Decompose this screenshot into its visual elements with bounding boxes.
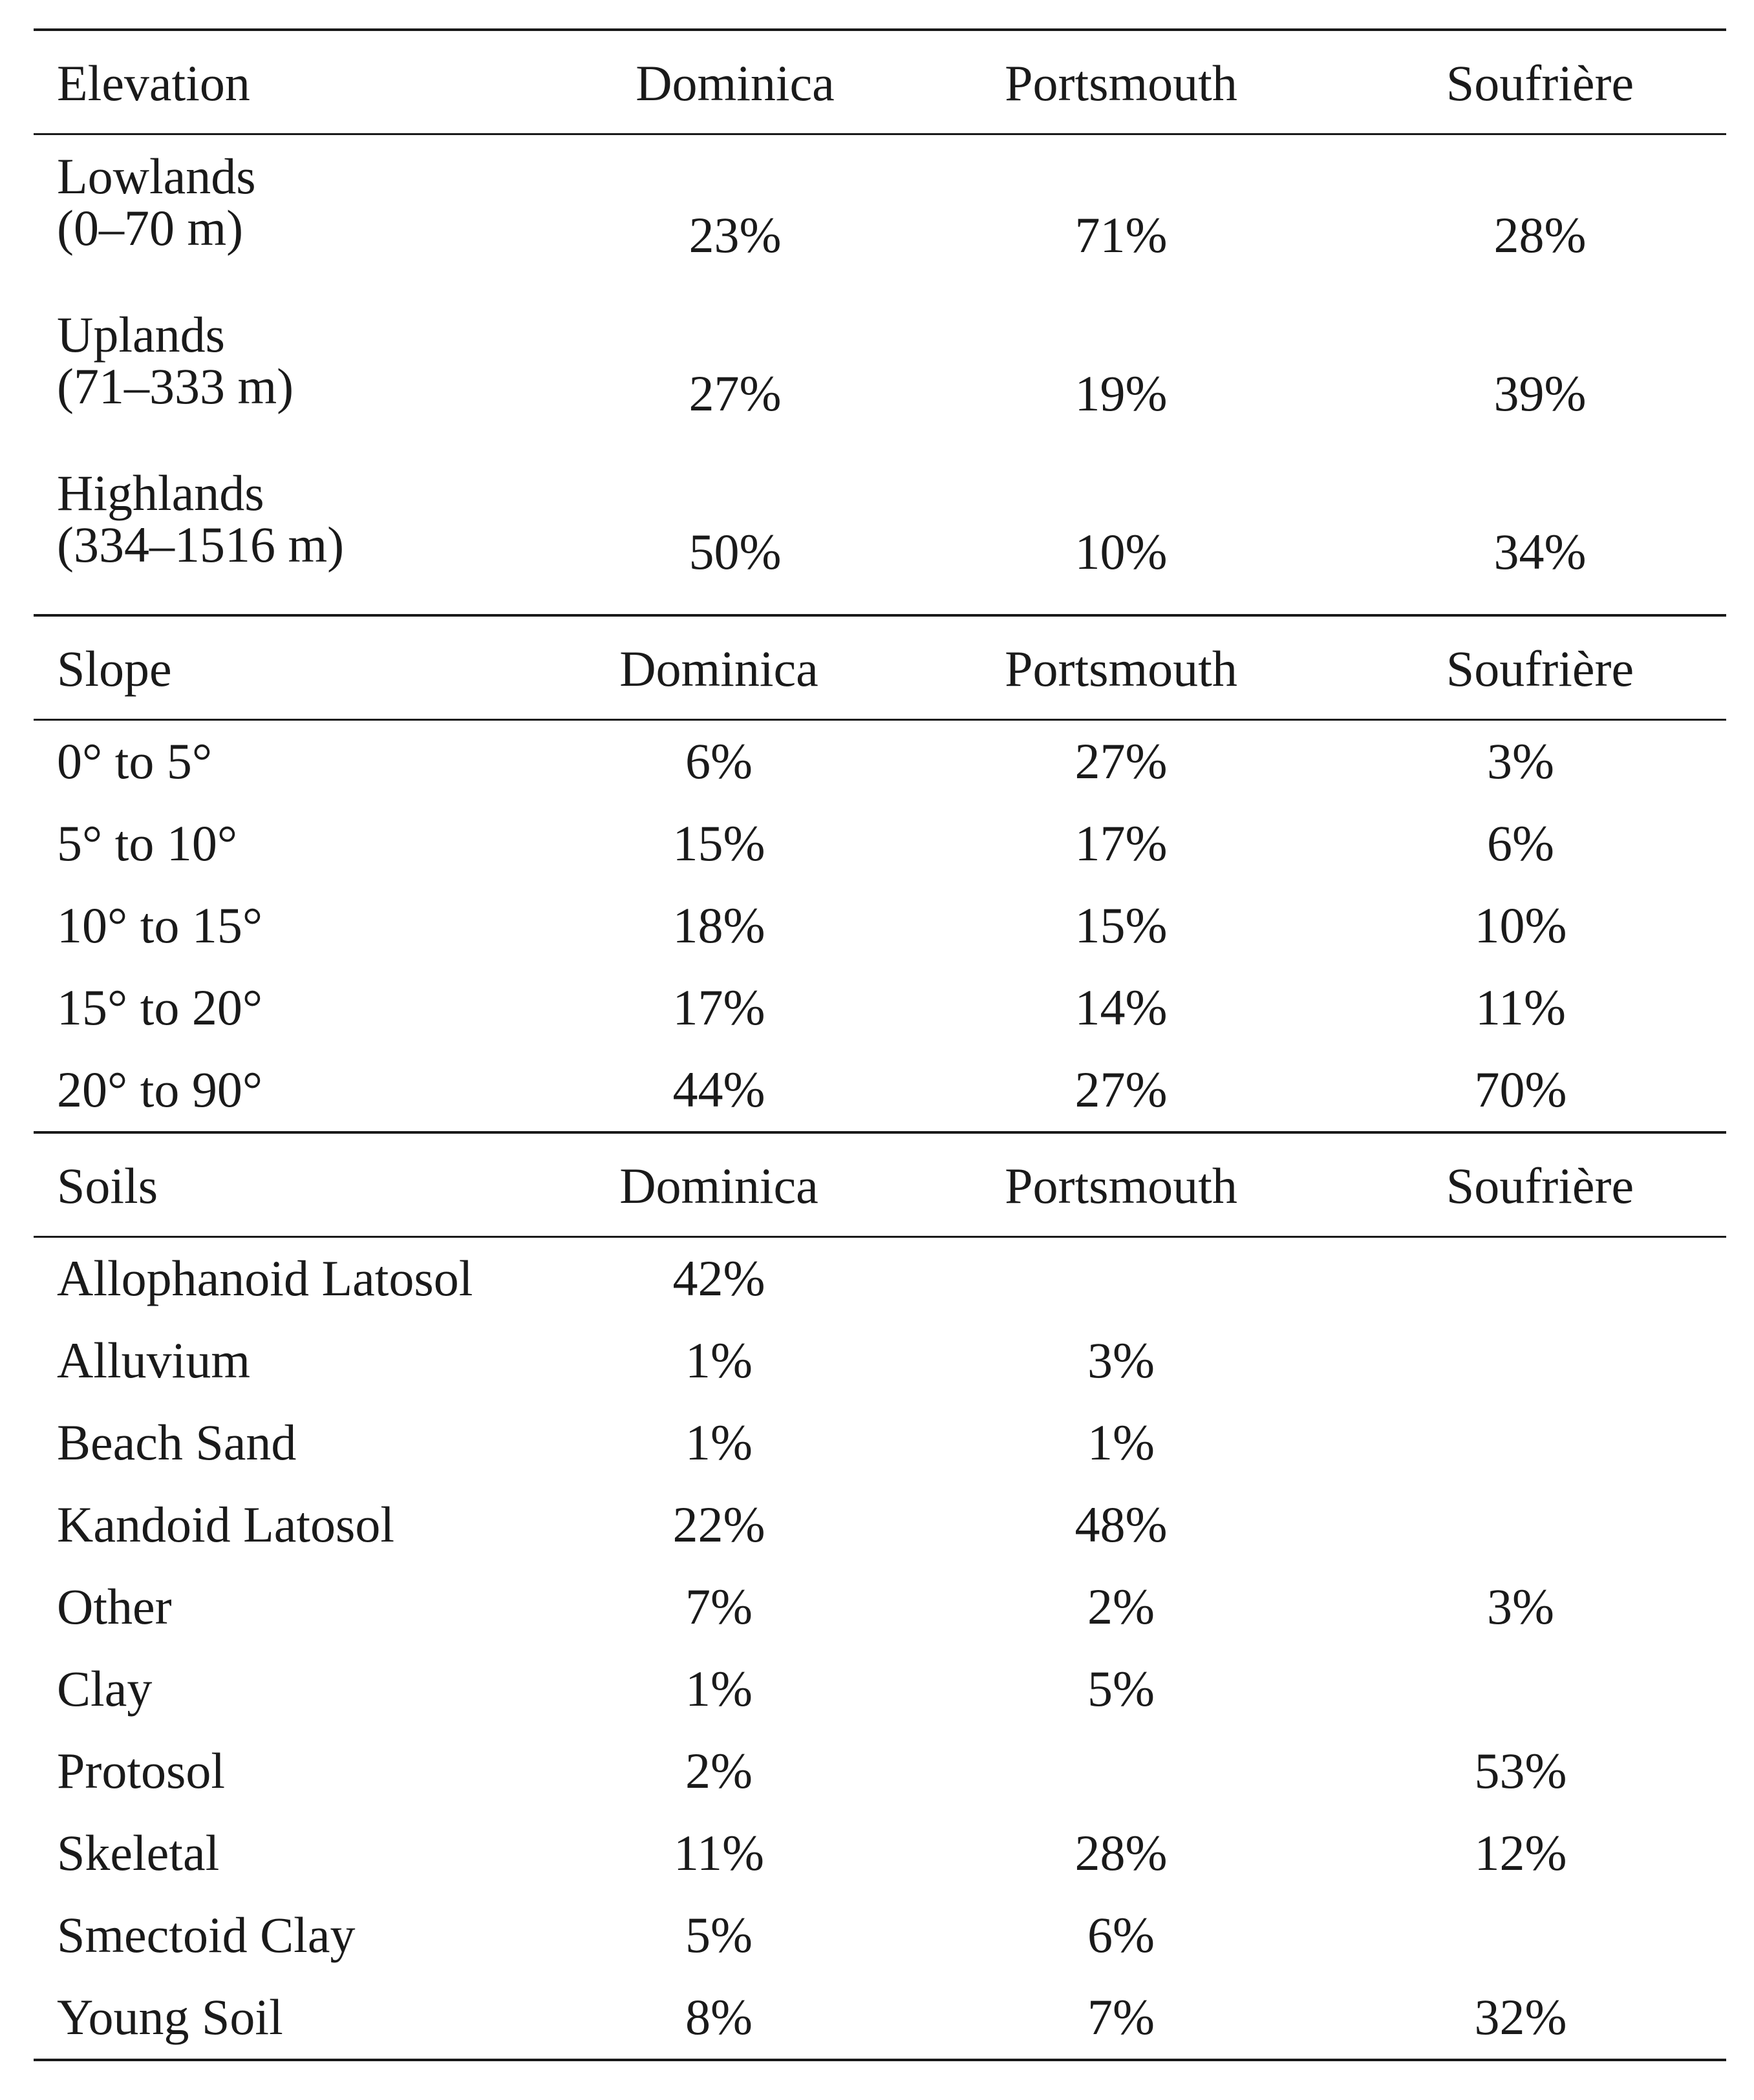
table-row bbox=[34, 293, 1726, 452]
col-soufriere-header: Soufrière bbox=[1446, 641, 1634, 697]
row-label: Protosol bbox=[57, 1743, 226, 1799]
col-soufriere-header: Soufrière bbox=[1446, 1158, 1634, 1214]
col-portsmouth-header: Portsmouth bbox=[1005, 1158, 1237, 1214]
cell-soufriere: 28% bbox=[1493, 207, 1587, 263]
cell-dominica: 1% bbox=[685, 1660, 753, 1717]
cell-dominica: 7% bbox=[685, 1578, 753, 1635]
cell-soufriere: 39% bbox=[1493, 365, 1587, 421]
bottom-rule bbox=[34, 2059, 1726, 2061]
col-portsmouth-header: Portsmouth bbox=[1005, 641, 1237, 697]
cell-soufriere: 12% bbox=[1474, 1825, 1567, 1881]
row-label: 15° to 20° bbox=[57, 979, 263, 1035]
row-label: Smectoid Clay bbox=[57, 1907, 356, 1963]
elevation-header: Elevation bbox=[57, 55, 250, 111]
col-soufriere-header: Soufrière bbox=[1446, 55, 1634, 111]
table-row bbox=[34, 452, 1726, 614]
cell-dominica: 23% bbox=[689, 207, 782, 263]
cell-portsmouth: 6% bbox=[1087, 1907, 1155, 1963]
row-label: Clay bbox=[57, 1660, 153, 1717]
row-label: Young Soil bbox=[57, 1989, 283, 2045]
cell-soufriere: 10% bbox=[1474, 897, 1567, 953]
row-label: Kandoid Latosol bbox=[57, 1496, 395, 1553]
cell-soufriere: 70% bbox=[1474, 1061, 1567, 1118]
col-dominica-header: Dominica bbox=[619, 641, 818, 697]
cell-portsmouth: 1% bbox=[1087, 1414, 1155, 1470]
row-label: Uplands (71–333 m) bbox=[57, 306, 294, 414]
row-label: Beach Sand bbox=[57, 1414, 297, 1470]
table-row bbox=[34, 1238, 1726, 1320]
slope-header-row bbox=[34, 617, 1726, 719]
row-label: Alluvium bbox=[57, 1332, 251, 1388]
cell-dominica: 44% bbox=[672, 1061, 765, 1118]
table-row bbox=[34, 803, 1726, 885]
table-row bbox=[34, 1402, 1726, 1484]
col-dominica-header: Dominica bbox=[619, 1158, 818, 1214]
cell-dominica: 2% bbox=[685, 1743, 753, 1799]
table-row bbox=[34, 1648, 1726, 1730]
cell-dominica: 17% bbox=[672, 979, 765, 1035]
cell-portsmouth: 28% bbox=[1075, 1825, 1168, 1881]
row-label: 0° to 5° bbox=[57, 733, 213, 789]
row-label: Other bbox=[57, 1578, 172, 1635]
cell-dominica: 5% bbox=[685, 1907, 753, 1963]
col-dominica-header: Dominica bbox=[636, 55, 835, 111]
table-row bbox=[34, 1977, 1726, 2059]
cell-dominica: 6% bbox=[685, 733, 753, 789]
cell-dominica: 1% bbox=[685, 1414, 753, 1470]
cell-soufriere: 6% bbox=[1487, 815, 1554, 871]
cell-portsmouth: 15% bbox=[1075, 897, 1168, 953]
table-row bbox=[34, 967, 1726, 1049]
cell-portsmouth: 14% bbox=[1075, 979, 1168, 1035]
table-row bbox=[34, 1484, 1726, 1566]
table-row bbox=[34, 1730, 1726, 1812]
cell-soufriere: 32% bbox=[1474, 1989, 1567, 2045]
cell-soufriere: 3% bbox=[1487, 1578, 1554, 1635]
col-portsmouth-header: Portsmouth bbox=[1005, 55, 1237, 111]
table-row bbox=[34, 721, 1726, 803]
row-label: 10° to 15° bbox=[57, 897, 263, 953]
row-label: 5° to 10° bbox=[57, 815, 238, 871]
cell-portsmouth: 3% bbox=[1087, 1332, 1155, 1388]
cell-portsmouth: 7% bbox=[1087, 1989, 1155, 2045]
cell-portsmouth: 10% bbox=[1075, 524, 1168, 580]
table-row bbox=[34, 1320, 1726, 1402]
cell-dominica: 15% bbox=[672, 815, 765, 871]
table-row bbox=[34, 1566, 1726, 1648]
cell-dominica: 1% bbox=[685, 1332, 753, 1388]
cell-soufriere: 53% bbox=[1474, 1743, 1567, 1799]
cell-dominica: 50% bbox=[689, 524, 782, 580]
cell-portsmouth: 19% bbox=[1075, 365, 1168, 421]
cell-soufriere: 34% bbox=[1493, 524, 1587, 580]
row-label: Lowlands (0–70 m) bbox=[57, 148, 256, 256]
cell-dominica: 11% bbox=[673, 1825, 765, 1881]
cell-dominica: 18% bbox=[672, 897, 765, 953]
soils-header-row bbox=[34, 1134, 1726, 1236]
cell-portsmouth: 27% bbox=[1075, 733, 1168, 789]
row-label: Highlands (334–1516 m) bbox=[57, 465, 345, 573]
table-row bbox=[34, 1049, 1726, 1131]
cell-soufriere: 11% bbox=[1475, 979, 1567, 1035]
cell-portsmouth: 48% bbox=[1075, 1496, 1168, 1553]
soils-header: Soils bbox=[57, 1158, 158, 1214]
cell-portsmouth: 27% bbox=[1075, 1061, 1168, 1118]
cell-dominica: 27% bbox=[689, 365, 782, 421]
cell-dominica: 8% bbox=[685, 1989, 753, 2045]
data-table bbox=[34, 28, 1726, 2061]
row-label: Skeletal bbox=[57, 1825, 220, 1881]
table-row bbox=[34, 885, 1726, 967]
cell-portsmouth: 5% bbox=[1087, 1660, 1155, 1717]
table-row bbox=[34, 135, 1726, 293]
table-row bbox=[34, 1812, 1726, 1894]
cell-portsmouth: 17% bbox=[1075, 815, 1168, 871]
row-label: 20° to 90° bbox=[57, 1061, 263, 1118]
cell-dominica: 22% bbox=[672, 1496, 765, 1553]
row-label: Allophanoid Latosol bbox=[57, 1250, 473, 1306]
table-row bbox=[34, 1894, 1726, 1977]
cell-portsmouth: 71% bbox=[1075, 207, 1168, 263]
cell-portsmouth: 2% bbox=[1087, 1578, 1155, 1635]
elevation-header-row bbox=[34, 31, 1726, 133]
cell-dominica: 42% bbox=[672, 1250, 765, 1306]
slope-header: Slope bbox=[57, 641, 172, 697]
cell-soufriere: 3% bbox=[1487, 733, 1554, 789]
